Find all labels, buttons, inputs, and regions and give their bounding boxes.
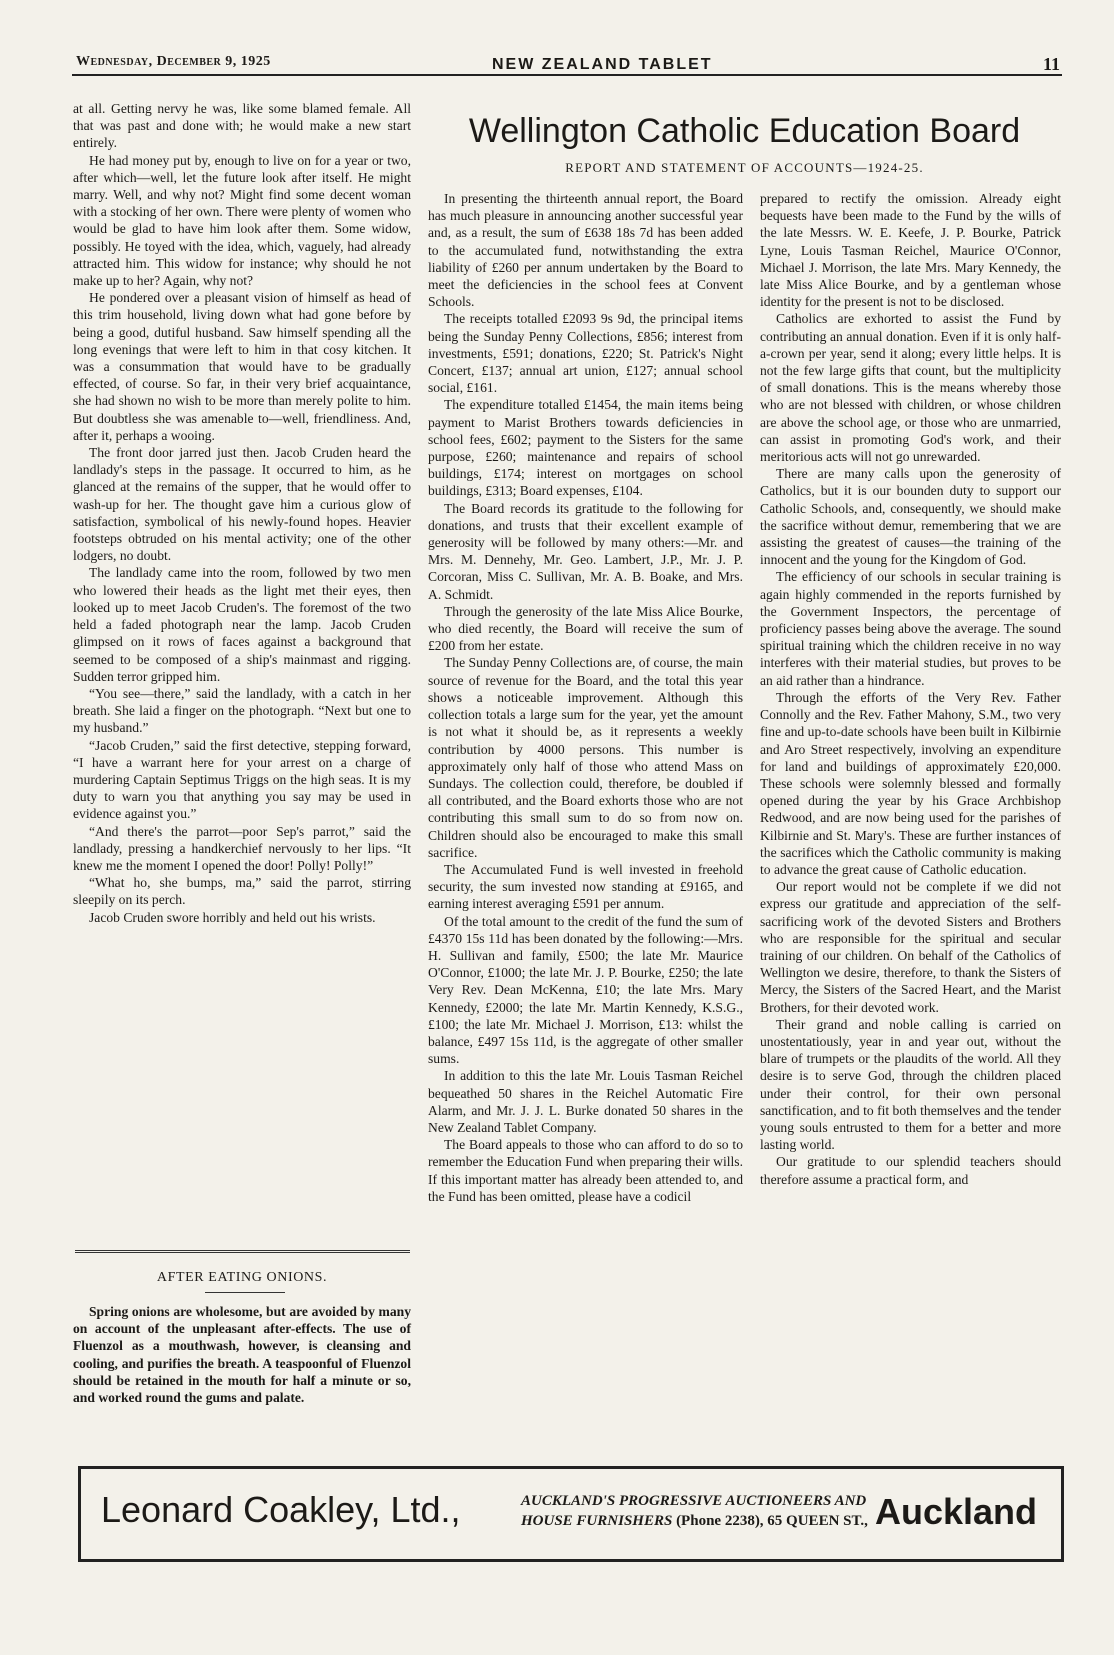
story-paragraph: “Jacob Cruden,” said the first detective, stepping forward, “I have a warrant here for your arrest on a charge of murdering Captain Septimus Triggs on the high seas. It is my duty to warn you that anything you say may be used in evidence against you.”	[73, 737, 411, 822]
page-number: 11	[1042, 54, 1060, 74]
ad-phone-address: (Phone 2238), 65 QUEEN ST.,	[676, 1513, 868, 1529]
ad-tagline-line2-text: HOUSE FURNISHERS	[521, 1513, 673, 1529]
story-paragraph: He pondered over a pleasant vision of himself as head of this trim household, living down what had gone before by being a good, dutiful husband. Saw himself spending all the long evenings that were left to him in that cosy kitchen. It was a consummation that would have to be gradually effected, of course. So far, in their very brief acquaintance, she had shown no wish to be more than merely polite to him. But doubtless she was amenable to—well, friendliness. And, after it, perhaps a wooing.	[73, 290, 411, 443]
story-paragraph: “And there's the parrot—poor Sep's parrot,” said the landlady, pressing a handkerchief nervously to her lips. “It knew me the moment I opened the door! Polly! Polly!”	[73, 823, 411, 873]
story-paragraph: He had money put by, enough to live on for a year or two, after which—well, let the future look after itself. He might marry. Well, and why not? Might find some decent woman with a stocking of her own. There were plenty of women who would be glad to have him look after them. Some widow, possibly. He toyed with the idea, which, vaguely, had already attracted him. This widow for instance; why should he not make up to her? Again, why not?	[73, 152, 411, 289]
ad-tagline-line1: AUCKLAND'S PROGRESSIVE AUCTIONEERS AND	[521, 1493, 867, 1509]
report-paragraph: prepared to rectify the omission. Already eight bequests have been made to the Fund by the wills of the late Messrs. W. E. Keefe, J. P. Bourke, Patrick Lyne, Louis Tasman Reichel, Maurice O'Connor, Michael J. Morrison, the late Mrs. Mary Kennedy, the late Miss Alice Bourke, and by a gentleman whose identity for the present is not to be disclosed.	[760, 191, 1061, 310]
report-paragraph: In addition to this the late Mr. Louis Tasman Reichel bequeathed 50 shares in the Reichel Automatic Fire Alarm, and Mr. J. J. L. Burke donated 50 shares in the New Zealand Tablet Company.	[428, 1068, 743, 1135]
report-paragraph: The Accumulated Fund is well invested in freehold security, the sum invested now standing at £9165, and earning interest averaging £591 per annum.	[428, 861, 743, 912]
onions-article	[73, 1303, 411, 1406]
report-paragraph: The Board records its gratitude to the following for donations, and trusts that their excellent example of generosity will be followed by many others:—Mr. and Mrs. M. Dennehy, Mr. Geo. Lambert, J.P., Mr. J. P. Corcoran, Miss C. Sullivan, Mr. A. B. Boake, and Mrs. A. Schmidt.	[428, 500, 743, 602]
ad-tagline	[521, 1491, 868, 1531]
story-paragraph: The front door jarred just then. Jacob Cruden heard the landlady's steps in the passage. It occurred to him, as he glanced at the remains of the supper, that he would offer to wash-up for her. The thought gave him a curious glow of satisfaction, symbolical of his newly-found hopes. Heavier footsteps obtruded on his mental activity; one of the other lodgers, no doubt.	[73, 445, 411, 564]
report-paragraph: Their grand and noble calling is carried on unostentatiously, year in and year out, without the blare of trumpets or the plaudits of the world. All they desire is to serve God, through the children placed under their control, for their own personal sanctification, and to fit both themselves and the tender young souls entrusted to them for a better and more lasting world.	[760, 1016, 1061, 1153]
report-paragraph: Catholics are exhorted to assist the Fund by contributing an annual donation. Even if it is only half-a-crown per year, send it along; every little helps. It is not the few large gifts that count, but the multiplicity of small donations. This is the means whereby those who are not blessed with children, or whose children are above the school age, or those who are unmarried, can assist in promoting God's work, and their meritorious acts will not go unrewarded.	[760, 311, 1061, 465]
story-paragraph: The landlady came into the room, followed by two men who lowered their heads as the light met their eyes, then looked up to meet Jacob Cruden's. The foremost of the two held a faded photograph near the lamp. Jacob Cruden glimpsed on it rows of faces against a background that seemed to be composed of a ship's mainmast and rigging. Sudden terror gripped him.	[73, 565, 411, 684]
board-headline: Wellington Catholic Education Board	[468, 112, 1021, 150]
report-paragraph: In presenting the thirteenth annual report, the Board has much pleasure in announcing another successful year and, as a result, the sum of £638 18s 7d has been added to the accumulated fund, notwithstanding the extra liability of £260 per annum undertaken by the Board to meet the deficiencies in the school fees at Convent Schools.	[428, 191, 743, 310]
story-paragraph: “What ho, she bumps, ma,” said the parrot, stirring sleepily on its perch.	[73, 875, 411, 908]
heading-underline	[205, 1292, 285, 1293]
ad-tagline-line2	[521, 1511, 868, 1531]
report-paragraph: The Sunday Penny Collections are, of course, the main source of revenue for the Board, and the total this year shows a noticeable improvement. Although this collection totals a large sum for the year, yet the amount is not what it should be, as it represents a weekly contribution by 4000 persons. This number is approximately only half of those who attend Mass on Sundays. The collection could, therefore, be doubled if all contributed, and the Board exhorts those who are not contributing this small sum to do so from now on. Children should also be encouraged to make this small sacrifice.	[428, 655, 743, 860]
story-column	[73, 100, 411, 926]
report-column-2	[760, 190, 1061, 1188]
ad-company-name: Leonard Coakley, Ltd.,	[101, 1489, 461, 1530]
story-paragraph: Jacob Cruden swore horribly and held out his wrists.	[89, 909, 376, 925]
story-paragraph: at all. Getting nervy he was, like some blamed female. All that was past and done with; he would make a new start entirely.	[73, 101, 411, 151]
report-paragraph: The expenditure totalled £1454, the main items being payment to Marist Brothers towards deficiencies in school fees, £602; payment to the Sisters for the same purpose, £260; maintenance and repairs of school buildings, £174; interest on mortgages on school buildings, £313; Board expenses, £104.	[428, 397, 743, 499]
board-subheading: REPORT AND STATEMENT OF ACCOUNTS—1924-25.	[565, 160, 924, 175]
issue-date: Wednesday, December 9, 1925	[76, 54, 271, 69]
onions-heading: AFTER EATING ONIONS.	[156, 1270, 328, 1285]
report-paragraph: Through the efforts of the Very Rev. Father Connolly and the Rev. Father Mahony, S.M., two very fine and up-to-date schools have been built in Kilbirnie and Aro Street respectively, involving an expenditure for land and buildings of approximately £20,000. These schools were solemnly blessed and formally opened during the year by his Grace Archbishop Redwood, and are now being used for the parishes of Kilbirnie and St. Mary's. These are further instances of the sacrifices which the Catholic community is making to advance the great cause of Catholic education.	[760, 689, 1061, 877]
report-paragraph: Of the total amount to the credit of the fund the sum of £4370 15s 11d has been donated by the following:—Mrs. H. Sullivan and family, £500; the late Mr. Maurice O'Connor, £1000; the late Mr. J. P. Bourke, £250; the late Very Rev. Dean McKenna, £10; the late Mrs. Mary Kennedy, £2000; the late Mr. Martin Kennedy, K.S.G., £100; the late Mr. Michael J. Morrison, £13: whilst the balance, £497 15s 11d, is the aggregate of other smaller sums.	[428, 913, 743, 1067]
report-paragraph: Through the generosity of the late Miss Alice Bourke, who died recently, the Board will receive the sum of £200 from her estate.	[428, 603, 743, 654]
advertisement	[78, 1466, 1064, 1562]
report-paragraph: The Board appeals to those who can afford to do so to remember the Education Fund when preparing their wills. If this important matter has already been attended to, and the Fund has been omitted, please have a codicil	[428, 1137, 743, 1204]
paper-title: NEW ZEALAND TABLET	[492, 56, 713, 73]
report-paragraph: The efficiency of our schools in secular training is again highly commended in the reports furnished by the Government Inspectors, the percentage of proficiency passes being above the average. The sound spiritual training which the children receive in no way interferes with their material studies, but proves to be an aid rather than a hindrance.	[760, 569, 1061, 688]
report-column-1	[428, 190, 743, 1205]
report-paragraph: There are many calls upon the generosity of Catholics, but it is our bounden duty to support our Catholic Schools, and, consequently, we should make the sacrifice without demur, remembering that we are assisting the greatest of causes—the training of the innocent and the young for the Kingdom of God.	[760, 466, 1061, 568]
report-paragraph: The receipts totalled £2093 9s 9d, the principal items being the Sunday Penny Collections, £856; interest from investments, £591; donations, £220; St. Patrick's Night Concert, £137; annual art union, £127; annual school social, £161.	[428, 311, 743, 396]
report-paragraph: Our gratitude to our splendid teachers should therefore assume a practical form, and	[760, 1154, 1061, 1187]
report-paragraph: Our report would not be complete if we did not express our gratitude and appreciation of the self-sacrificing work of the devoted Sisters and Brothers who are responsible for the spiritual and secular training of our children. On behalf of the Catholics of Wellington we desire, therefore, to thank the Sisters of Mercy, the Sisters of the Sacred Heart, and the Marist Brothers, for their devoted work.	[760, 879, 1061, 1015]
story-paragraph: “You see—there,” said the landlady, with a catch in her breath. She laid a finger on the photograph. “Next but one to my husband.”	[73, 685, 411, 736]
ad-city: Auckland	[874, 1491, 1037, 1532]
onions-text: Spring onions are wholesome, but are avoided by many on account of the unpleasant after-effects. The use of Fluenzol as a mouthwash, however, is cleansing and cooling, and purifies the breath. A teaspoonful of Fluenzol should be retained in the mouth for half a minute or so, and worked round the gums and palate.	[73, 1304, 411, 1406]
section-divider	[75, 1250, 410, 1253]
page-header	[72, 50, 1062, 76]
